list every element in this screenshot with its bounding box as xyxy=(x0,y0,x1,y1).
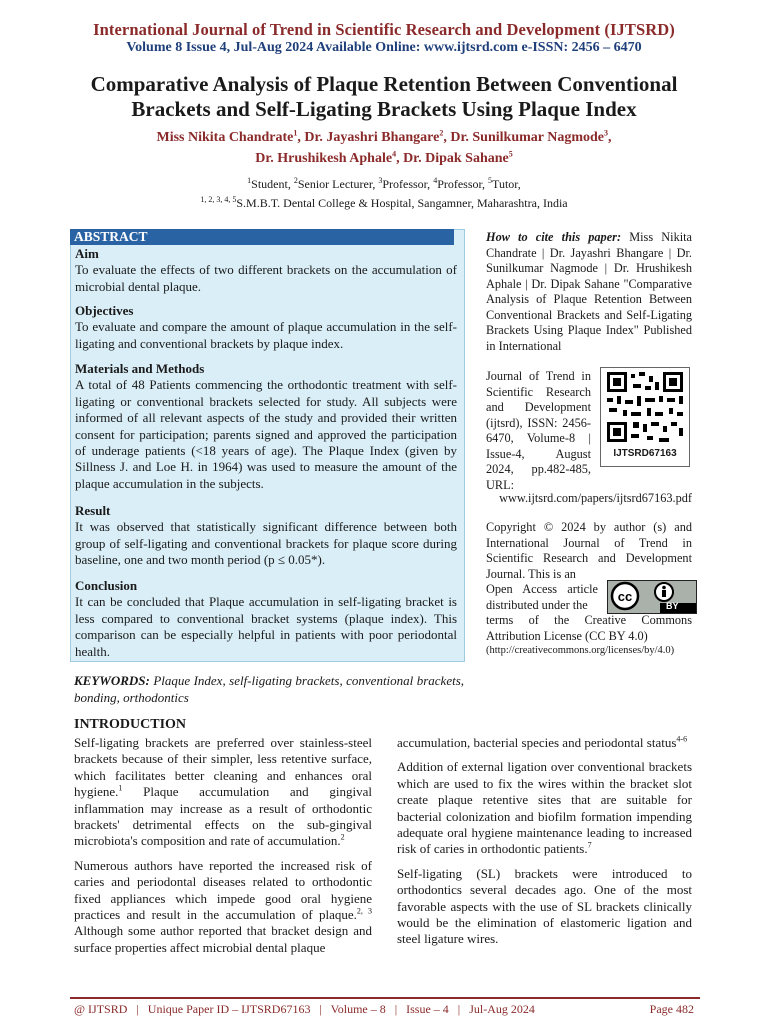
keywords-label: KEYWORDS: xyxy=(74,673,150,688)
qr-code-icon xyxy=(601,368,689,448)
role-text: Senior Lecturer, xyxy=(297,177,379,191)
role-text: Professor, xyxy=(382,177,434,191)
citation-sup: 1 xyxy=(118,783,123,793)
role-sup: 3 xyxy=(378,176,383,185)
footer-text: @ IJTSRD | Unique Paper ID – IJTSRD67163 | Volume – 8 | Issue – 4 | Jul-Aug 2024 xyxy=(74,1002,535,1016)
citation-label: How to cite this paper: xyxy=(486,230,622,244)
cc-by-label: BY xyxy=(666,601,679,611)
aim-text: To evaluate the effects of two different brackets on the accumulation of microbial dental plaque. xyxy=(75,262,457,294)
role-text: Professor, xyxy=(437,177,489,191)
citation-sup: 2 xyxy=(340,833,345,843)
license-text: terms of the Creative Commons Attribution License (CC BY 4.0) xyxy=(486,613,692,643)
copyright-text: Copyright © 2024 by author (s) and International Journal of Trend in Scientific Research and Development Journal. This is an xyxy=(486,520,692,581)
role-text: Student, xyxy=(251,177,294,191)
volume-line: Volume 8 Issue 4, Jul-Aug 2024 Available Online: www.ijtsrd.com e-ISSN: 2456 – 6470 xyxy=(126,40,642,55)
citation-sup: 4-6 xyxy=(676,734,688,744)
intro-paragraph xyxy=(397,759,692,857)
page-footer xyxy=(74,1002,694,1017)
abstract-conclusion xyxy=(75,578,457,660)
role-sup: 4 xyxy=(433,176,438,185)
author-roles xyxy=(30,176,738,192)
aim-heading: Aim xyxy=(75,246,99,261)
result-text: It was observed that statistically significant difference between both group of self-ligating and conventional brackets for plaque score during baseline, one and two month period (p ≤ 0.05*). xyxy=(75,519,457,568)
author-name: Dr. Jayashri Bhangare xyxy=(304,130,440,145)
intro-left-column xyxy=(74,735,372,964)
footer-divider xyxy=(70,997,700,999)
role-sup: 2 xyxy=(293,176,298,185)
citation-url[interactable]: www.ijtsrd.com/papers/ijtsrd67163.pdf xyxy=(499,491,692,505)
role-text: Tutor, xyxy=(492,177,521,191)
affiliations xyxy=(30,176,738,211)
keywords-text: Plaque Index, self-ligating brackets, conventional brackets, bonding, orthodontics xyxy=(74,673,465,705)
citation-sup: 2, 3 xyxy=(356,906,372,916)
conclusion-text: It can be concluded that Plaque accumulation in self-ligating bracket is less compared to conventional bracket systems (plaque index). This comparison can be especially helpful in patients with poor periodontal health. xyxy=(75,594,457,659)
conclusion-heading: Conclusion xyxy=(75,578,138,593)
abstract-heading: ABSTRACT xyxy=(70,229,454,245)
intro-paragraph: Self-ligating (SL) brackets were introduced to orthodontics several decades ago. One of the most favorable aspects with the use of SL brackets clinically would be the elimination of elastomeric ligation and steel ligature wires. xyxy=(397,865,692,947)
abstract-result xyxy=(75,503,457,569)
author-name: Dr. Hrushikesh Aphale xyxy=(255,151,393,166)
author-sup: 5 xyxy=(508,149,513,159)
author-name: Dr. Sunilkumar Nagmode xyxy=(450,130,605,145)
intro-text: Addition of external ligation over conventional brackets which are used to fix the wires within the bracket slot create plaque retentive sites that are suitable for bacterial colonization and biofilm formation impending adequate oral hygiene maintenance leading to increased risk of caries in orthodontic patients. xyxy=(397,759,692,857)
citation-text: Miss Nikita Chandrate | Dr. Jayashri Bhangare | Dr. Sunilkumar Nagmode | Dr. Hrushikesh Aphale | Dr. Dipak Sahane "Comparative Analysis of Plaque Retention Between Conventional Brackets and Self-Ligating Brackets Using Plaque Index" Published in International xyxy=(486,230,693,353)
intro-text: Although some author reported that bracket design and surface properties affect microbial dental plaque xyxy=(74,923,372,955)
role-sup: 1 xyxy=(247,176,252,185)
role-sup: 5 xyxy=(488,176,493,185)
copyright-narrow: Open Access article distributed under the xyxy=(486,582,598,612)
intro-text: Plaque accumulation and gingival inflammation may increase as a result of orthodontic brackets' detrimental effects on the sub-gingival microbiota's composition and rate of accumulation. xyxy=(74,784,372,849)
result-heading: Result xyxy=(75,503,111,518)
abstract-objectives xyxy=(75,303,457,352)
paper-title xyxy=(30,72,738,122)
author-name: Miss Nikita Chandrate xyxy=(156,130,294,145)
author-list: Miss Nikita Chandrate$^1$, Dr. Jayashri Bhangare$^2$, Dr. Sunilkumar Nagmode$^3$, Dr. Hrushikesh Aphale$^4$, Dr. Dipak Sahane$^5$ xyxy=(156,128,612,166)
author-sup: 1 xyxy=(293,128,298,138)
citation-sup: 7 xyxy=(587,841,592,851)
intro-paragraph xyxy=(74,735,372,850)
author-name: Dr. Dipak Sahane xyxy=(403,151,509,166)
intro-paragraph xyxy=(397,735,692,751)
author-sup: 2 xyxy=(439,128,444,138)
intro-text: Self-ligating brackets are preferred over stainless-steel brackets because of their simpler, less retentive surface, which facilitates better cleaning and enhances oral hygiene. xyxy=(74,735,372,800)
abstract-aim xyxy=(75,246,457,295)
intro-text: Numerous authors have reported the increased risk of caries and periodontal diseases related to orthodontic fixed appliances which impede good oral hygiene practices and result in the accumulation of plaque. xyxy=(74,857,372,923)
title-line-1: Comparative Analysis of Plaque Retention Between Conventional xyxy=(90,72,678,96)
institution xyxy=(30,195,738,211)
methods-text: A total of 48 Patients commencing the orthodontic treatment with self- ligating or conventional brackets selected for study. All subjects were informed of all relevant aspects of the study and provided their written consent for participation; parents signed and approved the participation of underage patients (<18 years of age). The Plaque Index (given by Sillness J. and Loe H. in 1964) was used to measure the amount of the plaque accumulation in the subjects. xyxy=(75,377,457,491)
author-sup: 3 xyxy=(604,128,609,138)
citation-narrow: Journal of Trend in Scientific Research and Development (ijtsrd), ISSN: 2456-6470, Volume-8 | Issue-4, August 2024, pp.482-485, URL: xyxy=(486,369,591,492)
title-line-2: Brackets and Self-Ligating Brackets Using Plaque Index xyxy=(131,97,637,121)
objectives-heading: Objectives xyxy=(75,303,134,318)
intro-text: accumulation, bacterial species and periodontal status xyxy=(397,735,677,750)
creative-commons-icon xyxy=(608,581,696,613)
citation-block xyxy=(486,230,692,354)
affiliation-text: S.M.B.T. Dental College & Hospital, Sangamner, Maharashtra, India xyxy=(236,196,568,210)
methods-heading: Materials and Methods xyxy=(75,361,205,376)
qr-label: IJTSRD67163 xyxy=(613,448,677,459)
cc-by-badge[interactable] xyxy=(607,580,697,614)
author-sup: 4 xyxy=(392,149,397,159)
intro-right-column xyxy=(397,735,692,956)
objectives-text: To evaluate and compare the amount of plaque accumulation in the self-ligating and conventional brackets by plaque index. xyxy=(75,319,457,351)
svg-text:cc: cc xyxy=(617,589,633,604)
page-number: Page 482 xyxy=(649,1002,694,1016)
license-url[interactable]: (http://creativecommons.org/licenses/by/4.0) xyxy=(486,645,675,656)
journal-name: International Journal of Trend in Scientific Research and Development (IJTSRD) xyxy=(93,20,675,39)
keywords xyxy=(74,672,464,706)
intro-paragraph xyxy=(74,858,372,956)
introduction-heading: INTRODUCTION xyxy=(74,717,187,732)
affiliation-sup: 1, 2, 3, 4, 5 xyxy=(200,195,237,204)
abstract-methods xyxy=(75,361,457,492)
